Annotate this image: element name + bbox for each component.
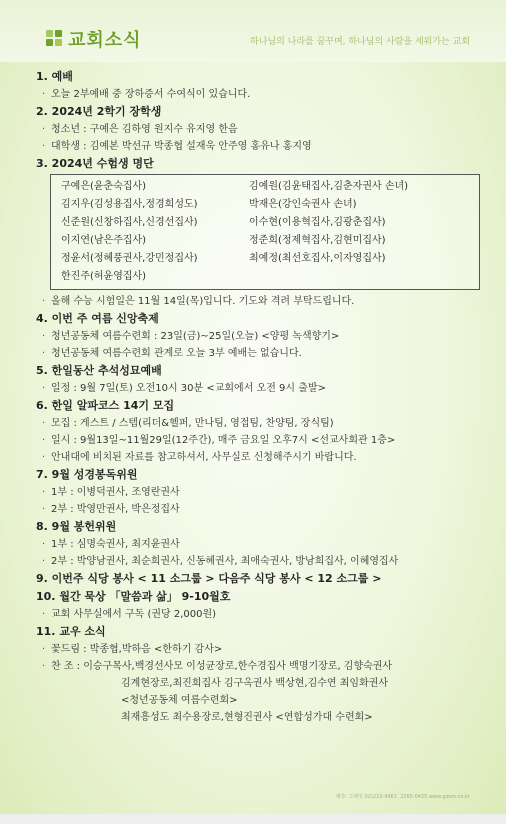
list-item-continuation: <청년공동체 여름수련회> — [121, 695, 238, 706]
bullet-icon: · — [42, 89, 46, 100]
bullet-icon: · — [42, 609, 46, 620]
list-item — [36, 345, 476, 362]
bullet-icon: · — [42, 331, 46, 342]
list-item-text: 청소년 : 구예은 김하영 원지수 유지영 한음 — [51, 124, 238, 135]
bullet-icon: · — [42, 124, 46, 135]
printer-credit: 제작: 그레잇 02)222-4967, 2265-0425 www.gdsm.co.kr — [335, 794, 470, 800]
examinee-row — [61, 268, 473, 286]
section-title: 2. 2024년 2학기 장학생 — [36, 105, 162, 118]
list-item-text: 청년공동체 여름수련회 : 23일(금)~25일(오늘) <양평 녹색향기> — [51, 331, 340, 342]
list-item-text: 청년공동체 여름수련회 관계로 오늘 3부 예배는 없습니다. — [51, 348, 302, 359]
section-title: 6. 한일 알파코스 14기 모집 — [36, 399, 175, 412]
examinee-row — [61, 232, 473, 250]
examinee-name: 박재은(강인숙권사 손녀) — [249, 199, 357, 210]
examinee-name: 김지우(김성용집사,정경희성도) — [61, 199, 198, 210]
list-item — [36, 658, 476, 675]
list-item — [36, 449, 476, 466]
bullet-icon: · — [42, 539, 46, 550]
section-title: 11. 교우 소식 — [36, 625, 106, 638]
bullet-icon: · — [42, 141, 46, 152]
list-item — [36, 536, 476, 553]
list-item — [36, 553, 476, 570]
examinee-name: 구예은(윤춘숙집사) — [61, 181, 147, 192]
section-title: 7. 9월 성경봉독위원 — [36, 468, 138, 481]
examinee-row — [61, 178, 473, 196]
list-item — [36, 121, 476, 138]
bullet-icon: · — [42, 452, 46, 463]
examinee-name — [249, 268, 471, 286]
list-item — [36, 293, 476, 310]
list-item-text: 교회 사무실에서 구독 (권당 2,000원) — [51, 609, 217, 620]
list-item-text: 오늘 2부예배 중 장하증서 수여식이 있습니다. — [51, 89, 251, 100]
examinee-name: 이지연(남은주집사) — [61, 235, 147, 246]
list-item — [36, 380, 476, 397]
examinee-name: 최예정(최선호집사,이자영집사) — [249, 253, 386, 264]
bullet-icon: · — [42, 383, 46, 394]
list-item-text: 안내대에 비치된 자료를 참고하셔서, 사무실로 신청해주시기 바랍니다. — [51, 452, 357, 463]
bullet-icon: · — [42, 435, 46, 446]
examinee-row — [61, 196, 473, 214]
list-item — [36, 432, 476, 449]
page-title: 교회소식 — [68, 30, 142, 51]
list-item-text: 1부 : 심명숙권사, 최지윤권사 — [51, 539, 180, 550]
list-item — [36, 138, 476, 155]
examinee-row — [61, 214, 473, 232]
list-item — [36, 641, 476, 658]
list-item-text: 일시 : 9월13일~11월29일(12주간), 매주 금요일 오후7시 <선교사회관 1층> — [51, 435, 396, 446]
list-item-text: 찬 조 : 이승구목사,백경선사모 이성균장로,한수경집사 백명기장로, 김향숙권사 — [51, 661, 393, 672]
church-slogan: 하나님의 나라를 꿈꾸며, 하나님의 사람을 세워가는 교회 — [250, 37, 470, 47]
section-title: 1. 예배 — [36, 70, 73, 83]
bottom-strip — [0, 814, 506, 824]
list-item — [36, 606, 476, 623]
examinee-name: 정준희(정제혁집사,김현미집사) — [249, 235, 386, 246]
church-logo-icon — [46, 30, 62, 46]
list-item — [36, 328, 476, 345]
list-item — [36, 415, 476, 432]
bullet-icon: · — [42, 348, 46, 359]
header — [0, 0, 506, 62]
bullet-icon: · — [42, 504, 46, 515]
bullet-icon: · — [42, 487, 46, 498]
section-title: 3. 2024년 수험생 명단 — [36, 157, 154, 170]
list-item — [36, 484, 476, 501]
list-item-text: 1부 : 이병덕권사, 조영란권사 — [51, 487, 180, 498]
section-title: 4. 이번 주 여름 신앙축제 — [36, 312, 159, 325]
examinee-name: 김예원(김윤태집사,김춘자권사 손녀) — [249, 181, 409, 192]
bullet-icon: · — [42, 661, 46, 672]
examinee-name: 이수현(이용혁집사,김광춘집사) — [249, 217, 386, 228]
list-item — [36, 501, 476, 518]
bullet-icon: · — [42, 418, 46, 429]
examinee-name: 신준원(신창하집사,신경선집사) — [61, 217, 198, 228]
section-title: 10. 월간 묵상 「말씀과 삶」 9-10월호 — [36, 590, 231, 603]
list-item-text: 2부 : 박양남권사, 최순희권사, 신동혜권사, 최애숙권사, 방남희집사, 이혜영집사 — [51, 556, 399, 567]
section-title: 9. 이번주 식당 봉사 < 11 소그룹 > 다음주 식당 봉사 < 12 소그룹 > — [36, 572, 382, 585]
examinee-name: 한진주(허윤영집사) — [61, 271, 147, 282]
examinee-list-box — [50, 174, 480, 290]
news-list — [36, 68, 476, 726]
section-title: 5. 한일동산 추석성묘예배 — [36, 364, 162, 377]
list-item — [36, 86, 476, 103]
list-item-text: 꽃드림 : 박종협,박하음 <한하기 감사> — [51, 644, 223, 655]
list-item-text: 대학생 : 김예본 박선규 박종협 설재욱 안주영 홍유나 홍지영 — [51, 141, 312, 152]
list-item-continuation: 김계현장로,최진희집사 김구옥권사 백상현,김수연 최임화권사 — [121, 678, 389, 689]
list-item-text: 일정 : 9월 7일(토) 오전10시 30분 <교회에서 오전 9시 출발> — [51, 383, 326, 394]
list-item-text: 올해 수능 시험일은 11월 14일(목)입니다. 기도와 격려 부탁드립니다. — [51, 296, 355, 307]
bullet-icon: · — [42, 556, 46, 567]
list-item-text: 2부 : 박영만권사, 박은정집사 — [51, 504, 180, 515]
bullet-icon: · — [42, 644, 46, 655]
list-item-text: 모집 : 게스트 / 스텝(리더&헬퍼, 만나팀, 영접팀, 찬양팀, 장식팀) — [51, 418, 334, 429]
section-title: 8. 9월 봉헌위원 — [36, 520, 117, 533]
examinee-row — [61, 250, 473, 268]
examinee-name: 정윤서(정혜풍권사,강민정집사) — [61, 253, 198, 264]
bullet-icon: · — [42, 296, 46, 307]
list-item-continuation: 최재흥성도 최수용장로,현형진권사 <연합성가대 수련회> — [121, 712, 373, 723]
